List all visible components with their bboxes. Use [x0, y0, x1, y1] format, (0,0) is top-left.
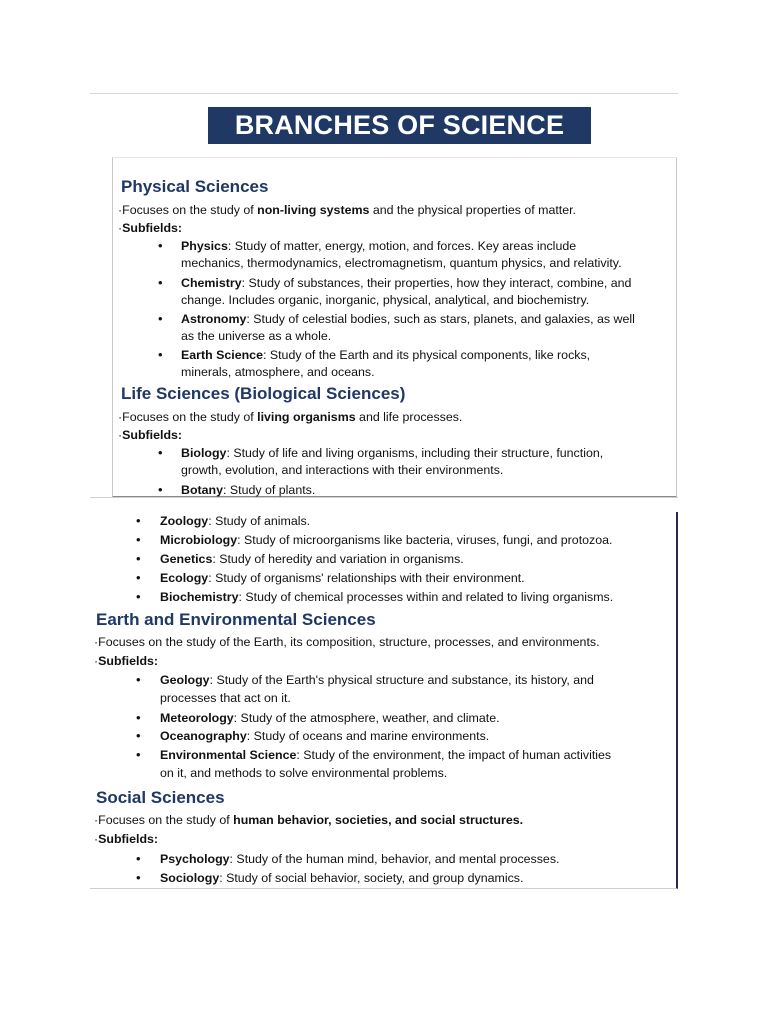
- bullet: •: [136, 710, 141, 725]
- list-item-environmental-science: Environmental Science: Study of the environment, the impact of human activities: [160, 748, 612, 762]
- bullet: •: [136, 851, 141, 866]
- top-divider: [90, 93, 678, 94]
- bullet: •: [158, 445, 163, 460]
- bullet: •: [158, 347, 163, 362]
- list-item-botany: Botany: Study of plants.: [181, 483, 316, 497]
- bullet: •: [136, 570, 141, 585]
- bullet: •: [136, 672, 141, 687]
- section-focus-earth: ·Focuses on the study of the Earth, its composition, structure, processes, and environments.: [94, 635, 600, 649]
- section-heading-life: Life Sciences (Biological Sciences): [121, 384, 406, 403]
- bullet: •: [158, 311, 163, 326]
- bullet: •: [136, 870, 141, 885]
- bullet: •: [136, 513, 141, 528]
- section-heading-social: Social Sciences: [96, 788, 225, 807]
- section-heading-earth-environmental: Earth and Environmental Sciences: [96, 610, 376, 629]
- subfields-label-social: ·Subfields:: [94, 832, 159, 846]
- list-item-physics-cont: mechanics, thermodynamics, electromagnetism, quantum physics, and relativity.: [181, 256, 622, 270]
- bullet: •: [158, 275, 163, 290]
- bullet: •: [136, 589, 141, 604]
- bullet: •: [136, 551, 141, 566]
- list-item-sociology: Sociology: Study of social behavior, society, and group dynamics.: [160, 871, 524, 885]
- list-item-environmental-science-cont: on it, and methods to solve environmental problems.: [160, 766, 448, 780]
- list-item-biology: Biology: Study of life and living organisms, including their structure, function,: [181, 446, 604, 460]
- list-item-oceanography: Oceanography: Study of oceans and marine environments.: [160, 729, 490, 743]
- list-item-biology-cont: growth, evolution, and interactions with their environments.: [181, 463, 504, 477]
- list-item-earth-science: Earth Science: Study of the Earth and its physical components, like rocks,: [181, 348, 591, 362]
- list-item-ecology: Ecology: Study of organisms' relationships with their environment.: [160, 571, 525, 585]
- list-item-psychology: Psychology: Study of the human mind, behavior, and mental processes.: [160, 852, 560, 866]
- list-item-zoology: Zoology: Study of animals.: [160, 514, 311, 528]
- list-item-geology: Geology: Study of the Earth's physical structure and substance, its history, and: [160, 673, 594, 687]
- section-focus-life: ·Focuses on the study of living organisms and life processes.: [118, 410, 463, 424]
- list-item-biochemistry: Biochemistry: Study of chemical processes within and related to living organisms.: [160, 590, 614, 604]
- section-heading-physical: Physical Sciences: [121, 177, 269, 196]
- list-item-astronomy: Astronomy: Study of celestial bodies, such as stars, planets, and galaxies, as well: [181, 312, 635, 326]
- page-cut-divider: [90, 497, 678, 498]
- list-item-earth-science-cont: minerals, atmosphere, and oceans.: [181, 365, 375, 379]
- list-item-astronomy-cont: as the universe as a whole.: [181, 329, 332, 343]
- subfields-label-physical: ·Subfields:: [118, 221, 183, 235]
- bullet: •: [158, 238, 163, 253]
- list-item-chemistry-cont: change. Includes organic, inorganic, physical, analytical, and biochemistry.: [181, 293, 590, 307]
- bullet: •: [136, 747, 141, 762]
- bullet: •: [136, 728, 141, 743]
- list-item-chemistry: Chemistry: Study of substances, their properties, how they interact, combine, and: [181, 276, 632, 290]
- section-focus-physical: ·Focuses on the study of non-living systems and the physical properties of matter.: [118, 203, 576, 217]
- list-item-microbiology: Microbiology: Study of microorganisms like bacteria, viruses, fungi, and protozoa.: [160, 533, 613, 547]
- section-focus-social: ·Focuses on the study of human behavior, societies, and social structures.: [94, 813, 524, 827]
- bullet: •: [136, 532, 141, 547]
- bullet: •: [158, 482, 163, 497]
- subfields-label-earth: ·Subfields:: [94, 654, 159, 668]
- list-item-meteorology: Meteorology: Study of the atmosphere, weather, and climate.: [160, 711, 500, 725]
- list-item-genetics: Genetics: Study of heredity and variation in organisms.: [160, 552, 464, 566]
- list-item-physics: Physics: Study of matter, energy, motion, and forces. Key areas include: [181, 239, 577, 253]
- page-title: BRANCHES OF SCIENCE: [208, 107, 591, 144]
- subfields-label-life: ·Subfields:: [118, 428, 183, 442]
- list-item-geology-cont: processes that act on it.: [160, 691, 291, 705]
